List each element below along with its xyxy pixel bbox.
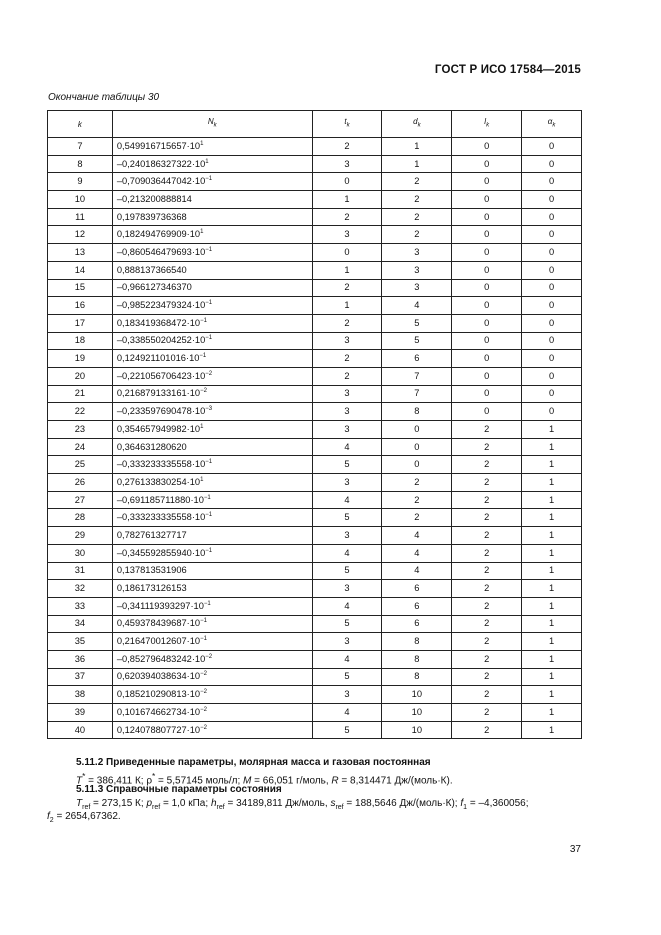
cell-d: 0 xyxy=(382,421,452,439)
cell-alpha: 1 xyxy=(522,562,582,580)
cell-n: –0,213200888814 xyxy=(112,191,312,209)
cell-d: 5 xyxy=(382,332,452,350)
cell-n: 0,782761327717 xyxy=(112,527,312,545)
cell-t: 3 xyxy=(312,686,382,704)
cell-l: 2 xyxy=(452,562,522,580)
cell-t: 4 xyxy=(312,438,382,456)
cell-n: $-0,333233335558\cdot 10^{-1}$ xyxy=(112,456,312,474)
cell-t: 5 xyxy=(312,721,382,739)
table-row xyxy=(48,367,582,385)
cell-k: 38 xyxy=(48,686,113,704)
cell-k: 35 xyxy=(48,633,113,651)
page-number: 37 xyxy=(569,844,581,855)
cell-d: 2 xyxy=(382,191,452,209)
cell-t: 2 xyxy=(312,350,382,368)
table-row xyxy=(48,297,582,315)
cell-alpha: 1 xyxy=(522,491,582,509)
table-row xyxy=(48,438,582,456)
cell-l: 2 xyxy=(452,474,522,492)
cell-d: 6 xyxy=(382,580,452,598)
cell-k: 15 xyxy=(48,279,113,297)
cell-alpha: 0 xyxy=(522,226,582,244)
table-row xyxy=(48,138,582,156)
cell-k: 8 xyxy=(48,155,113,173)
table-row xyxy=(48,226,582,244)
cell-n: $-0,709036447042\cdot 10^{-1}$ xyxy=(112,173,312,191)
cell-n: $0,216879133161\cdot 10^{-2}$ xyxy=(112,385,312,403)
cell-n: $-0,852796483242\cdot 10^{-2}$ xyxy=(112,650,312,668)
section-5113-values: $T_{ref} = 273,15$ К; $p_{ref} = 1,0$ кПа; $h_{ref} = 34189,811$ Дж/моль, $s_{ref} = 188,5646$ Дж/(моль·К); $f_1 = -4,360056$; xyxy=(76,798,529,811)
table-row xyxy=(48,686,582,704)
cell-d: 5 xyxy=(382,314,452,332)
cell-d: 6 xyxy=(382,597,452,615)
cell-l: 2 xyxy=(452,615,522,633)
cell-d: 4 xyxy=(382,544,452,562)
cell-d: 6 xyxy=(382,615,452,633)
cell-l: 2 xyxy=(452,633,522,651)
header-l: $l_k$ xyxy=(452,111,522,138)
cell-n: $0,459378439687\cdot 10^{-1}$ xyxy=(112,615,312,633)
cell-t: 0 xyxy=(312,173,382,191)
table-row xyxy=(48,721,582,739)
cell-l: 2 xyxy=(452,421,522,439)
cell-k: 37 xyxy=(48,668,113,686)
cell-d: 8 xyxy=(382,403,452,421)
cell-alpha: 0 xyxy=(522,173,582,191)
table-row xyxy=(48,314,582,332)
table-row xyxy=(48,509,582,527)
cell-t: 1 xyxy=(312,191,382,209)
header-d: $d_k$ xyxy=(382,111,452,138)
cell-d: 0 xyxy=(382,456,452,474)
table-row xyxy=(48,350,582,368)
cell-alpha: 0 xyxy=(522,367,582,385)
cell-k: 34 xyxy=(48,615,113,633)
cell-d: 1 xyxy=(382,138,452,156)
cell-d: 3 xyxy=(382,261,452,279)
cell-n: $-0,345592855940\cdot 10^{-1}$ xyxy=(112,544,312,562)
cell-alpha: 0 xyxy=(522,350,582,368)
cell-l: 0 xyxy=(452,385,522,403)
header-n: $N_k$ xyxy=(112,111,312,138)
cell-t: 2 xyxy=(312,208,382,226)
section-5112-title: 5.11.2 Приведенные параметры, молярная масса и газовая постоянная xyxy=(76,757,431,768)
cell-l: 0 xyxy=(452,367,522,385)
table-row xyxy=(48,208,582,226)
section-5113-title: 5.11.3 Справочные параметры состояния xyxy=(76,784,282,795)
table-row xyxy=(48,474,582,492)
table-row xyxy=(48,597,582,615)
cell-k: 13 xyxy=(48,244,113,262)
cell-l: 0 xyxy=(452,173,522,191)
cell-n: $-0,341119393297\cdot 10^{-1}$ xyxy=(112,597,312,615)
cell-alpha: 1 xyxy=(522,704,582,722)
cell-t: 3 xyxy=(312,155,382,173)
cell-t: 3 xyxy=(312,403,382,421)
table-row xyxy=(48,580,582,598)
cell-alpha: 1 xyxy=(522,721,582,739)
cell-k: 23 xyxy=(48,421,113,439)
cell-alpha: 0 xyxy=(522,279,582,297)
cell-k: 17 xyxy=(48,314,113,332)
cell-t: 0 xyxy=(312,244,382,262)
cell-l: 2 xyxy=(452,527,522,545)
table-row xyxy=(48,385,582,403)
cell-n: $-0,240186327322\cdot 10^1$ xyxy=(112,155,312,173)
table-row xyxy=(48,544,582,562)
table-row xyxy=(48,421,582,439)
cell-d: 6 xyxy=(382,350,452,368)
cell-k: 40 xyxy=(48,721,113,739)
cell-alpha: 0 xyxy=(522,244,582,262)
cell-d: 2 xyxy=(382,226,452,244)
table-row xyxy=(48,456,582,474)
cell-l: 2 xyxy=(452,544,522,562)
cell-alpha: 1 xyxy=(522,580,582,598)
table-row xyxy=(48,191,582,209)
header-alpha: $\alpha_k$ xyxy=(522,111,582,138)
cell-d: 2 xyxy=(382,208,452,226)
cell-d: 0 xyxy=(382,438,452,456)
cell-n: $-0,233597690478\cdot 10^{-3}$ xyxy=(112,403,312,421)
cell-d: 3 xyxy=(382,244,452,262)
cell-k: 21 xyxy=(48,385,113,403)
cell-n: $0,183419368472\cdot 10^{-1}$ xyxy=(112,314,312,332)
cell-d: 10 xyxy=(382,704,452,722)
table-row xyxy=(48,562,582,580)
cell-d: 8 xyxy=(382,650,452,668)
cell-t: 5 xyxy=(312,509,382,527)
cell-d: 7 xyxy=(382,367,452,385)
cell-l: 2 xyxy=(452,509,522,527)
cell-n: 0,888137366540 xyxy=(112,261,312,279)
cell-d: 4 xyxy=(382,562,452,580)
cell-d: 10 xyxy=(382,686,452,704)
cell-t: 4 xyxy=(312,650,382,668)
cell-alpha: 1 xyxy=(522,527,582,545)
cell-n: $0,216470012607\cdot 10^{-1}$ xyxy=(112,633,312,651)
table-row xyxy=(48,155,582,173)
cell-t: 2 xyxy=(312,279,382,297)
cell-l: 2 xyxy=(452,650,522,668)
cell-t: 3 xyxy=(312,580,382,598)
cell-l: 0 xyxy=(452,191,522,209)
cell-k: 24 xyxy=(48,438,113,456)
cell-alpha: 1 xyxy=(522,421,582,439)
cell-k: 33 xyxy=(48,597,113,615)
cell-t: 5 xyxy=(312,615,382,633)
cell-t: 3 xyxy=(312,385,382,403)
cell-k: 36 xyxy=(48,650,113,668)
cell-n: $-0,691185711880\cdot 10^{-1}$ xyxy=(112,491,312,509)
table-row xyxy=(48,491,582,509)
cell-l: 2 xyxy=(452,438,522,456)
table-row xyxy=(48,650,582,668)
cell-alpha: 1 xyxy=(522,438,582,456)
cell-d: 2 xyxy=(382,509,452,527)
cell-n: $-0,860546479693\cdot 10^{-1}$ xyxy=(112,244,312,262)
table-row xyxy=(48,173,582,191)
cell-k: 39 xyxy=(48,704,113,722)
cell-k: 19 xyxy=(48,350,113,368)
cell-n: $0,124078807727\cdot 10^{-2}$ xyxy=(112,721,312,739)
cell-alpha: 1 xyxy=(522,544,582,562)
cell-k: 18 xyxy=(48,332,113,350)
cell-k: 10 xyxy=(48,191,113,209)
cell-l: 2 xyxy=(452,721,522,739)
header-t: $t_k$ xyxy=(312,111,382,138)
cell-k: 32 xyxy=(48,580,113,598)
cell-n: $-0,338550204252\cdot 10^{-1}$ xyxy=(112,332,312,350)
cell-d: 2 xyxy=(382,173,452,191)
table-body xyxy=(48,138,582,739)
cell-k: 31 xyxy=(48,562,113,580)
table-caption: Окончание таблицы 30 xyxy=(48,92,160,103)
cell-alpha: 0 xyxy=(522,208,582,226)
cell-d: 8 xyxy=(382,668,452,686)
cell-k: 27 xyxy=(48,491,113,509)
cell-alpha: 1 xyxy=(522,474,582,492)
cell-l: 0 xyxy=(452,314,522,332)
cell-alpha: 0 xyxy=(522,138,582,156)
cell-alpha: 1 xyxy=(522,597,582,615)
cell-n: 0,197839736368 xyxy=(112,208,312,226)
cell-alpha: 1 xyxy=(522,668,582,686)
cell-alpha: 0 xyxy=(522,261,582,279)
cell-d: 1 xyxy=(382,155,452,173)
cell-l: 2 xyxy=(452,491,522,509)
cell-t: 4 xyxy=(312,597,382,615)
cell-k: 11 xyxy=(48,208,113,226)
cell-n: $0,124921101016\cdot 10^{-1}$ xyxy=(112,350,312,368)
cell-n: $0,101674662734\cdot 10^{-2}$ xyxy=(112,704,312,722)
cell-k: 29 xyxy=(48,527,113,545)
cell-t: 1 xyxy=(312,261,382,279)
cell-n: $0,354657949982\cdot 10^1$ xyxy=(112,421,312,439)
cell-n: $0,549916715657\cdot 10^1$ xyxy=(112,138,312,156)
table-row xyxy=(48,279,582,297)
cell-l: 2 xyxy=(452,597,522,615)
cell-t: 3 xyxy=(312,474,382,492)
cell-k: 12 xyxy=(48,226,113,244)
cell-alpha: 1 xyxy=(522,650,582,668)
table-header-row xyxy=(48,111,582,138)
cell-n: $0,276133830254\cdot 10^1$ xyxy=(112,474,312,492)
cell-n: $0,182494769909\cdot 10^1$ xyxy=(112,226,312,244)
cell-t: 5 xyxy=(312,668,382,686)
cell-l: 0 xyxy=(452,138,522,156)
cell-k: 25 xyxy=(48,456,113,474)
cell-n: 0,186173126153 xyxy=(112,580,312,598)
cell-alpha: 0 xyxy=(522,385,582,403)
cell-k: 28 xyxy=(48,509,113,527)
cell-l: 2 xyxy=(452,704,522,722)
cell-l: 2 xyxy=(452,456,522,474)
cell-l: 0 xyxy=(452,155,522,173)
cell-n: –0,966127346370 xyxy=(112,279,312,297)
cell-d: 7 xyxy=(382,385,452,403)
cell-l: 0 xyxy=(452,261,522,279)
cell-k: 30 xyxy=(48,544,113,562)
cell-alpha: 0 xyxy=(522,155,582,173)
cell-k: 9 xyxy=(48,173,113,191)
table-row xyxy=(48,668,582,686)
cell-d: 8 xyxy=(382,633,452,651)
cell-t: 2 xyxy=(312,367,382,385)
cell-n: $-0,333233335558\cdot 10^{-1}$ xyxy=(112,509,312,527)
cell-k: 22 xyxy=(48,403,113,421)
cell-alpha: 0 xyxy=(522,297,582,315)
cell-k: 14 xyxy=(48,261,113,279)
cell-alpha: 0 xyxy=(522,332,582,350)
cell-l: 0 xyxy=(452,297,522,315)
cell-d: 4 xyxy=(382,527,452,545)
cell-k: 16 xyxy=(48,297,113,315)
cell-alpha: 1 xyxy=(522,456,582,474)
cell-t: 4 xyxy=(312,491,382,509)
cell-n: $0,185210290813\cdot 10^{-2}$ xyxy=(112,686,312,704)
cell-t: 3 xyxy=(312,332,382,350)
cell-d: 2 xyxy=(382,491,452,509)
table-row xyxy=(48,332,582,350)
cell-l: 2 xyxy=(452,668,522,686)
cell-l: 0 xyxy=(452,332,522,350)
cell-l: 0 xyxy=(452,403,522,421)
cell-l: 0 xyxy=(452,226,522,244)
section-5112-values: T* = 386,411 К; ρ* = 5,57145 моль/л; M = 66,051 г/моль, R = 8,314471 Дж/(моль·К). xyxy=(76,771,453,787)
table-row xyxy=(48,615,582,633)
cell-t: 3 xyxy=(312,226,382,244)
cell-alpha: 0 xyxy=(522,191,582,209)
cell-n: $-0,221056706423\cdot 10^{-2}$ xyxy=(112,367,312,385)
cell-t: 4 xyxy=(312,704,382,722)
cell-t: 1 xyxy=(312,297,382,315)
cell-alpha: 1 xyxy=(522,509,582,527)
cell-n: $0,620394038634\cdot 10^{-2}$ xyxy=(112,668,312,686)
cell-alpha: 0 xyxy=(522,314,582,332)
table-row xyxy=(48,704,582,722)
table-row xyxy=(48,633,582,651)
cell-t: 5 xyxy=(312,562,382,580)
cell-alpha: 1 xyxy=(522,615,582,633)
cell-d: 3 xyxy=(382,279,452,297)
header-k: k xyxy=(48,111,113,138)
cell-alpha: 1 xyxy=(522,686,582,704)
cell-l: 0 xyxy=(452,350,522,368)
cell-l: 0 xyxy=(452,244,522,262)
cell-n: 0,364631280620 xyxy=(112,438,312,456)
cell-t: 5 xyxy=(312,456,382,474)
cell-d: 10 xyxy=(382,721,452,739)
cell-t: 4 xyxy=(312,544,382,562)
cell-k: 20 xyxy=(48,367,113,385)
table-row xyxy=(48,403,582,421)
table-row xyxy=(48,527,582,545)
cell-d: 4 xyxy=(382,297,452,315)
cell-alpha: 1 xyxy=(522,633,582,651)
cell-k: 26 xyxy=(48,474,113,492)
section-5113-values-cont: $f_2 = 2654,67362$. xyxy=(47,811,121,824)
document-header: ГОСТ Р ИСО 17584—2015 xyxy=(434,64,581,76)
cell-l: 2 xyxy=(452,580,522,598)
cell-l: 2 xyxy=(452,686,522,704)
cell-l: 0 xyxy=(452,208,522,226)
cell-k: 7 xyxy=(48,138,113,156)
cell-t: 3 xyxy=(312,633,382,651)
cell-alpha: 0 xyxy=(522,403,582,421)
cell-l: 0 xyxy=(452,279,522,297)
table-row xyxy=(48,244,582,262)
cell-t: 2 xyxy=(312,314,382,332)
cell-t: 2 xyxy=(312,138,382,156)
cell-d: 2 xyxy=(382,474,452,492)
coefficients-table xyxy=(47,110,582,739)
cell-n: 0,137813531906 xyxy=(112,562,312,580)
table-row xyxy=(48,261,582,279)
cell-n: $-0,985223479324\cdot 10^{-1}$ xyxy=(112,297,312,315)
cell-t: 3 xyxy=(312,421,382,439)
cell-t: 3 xyxy=(312,527,382,545)
